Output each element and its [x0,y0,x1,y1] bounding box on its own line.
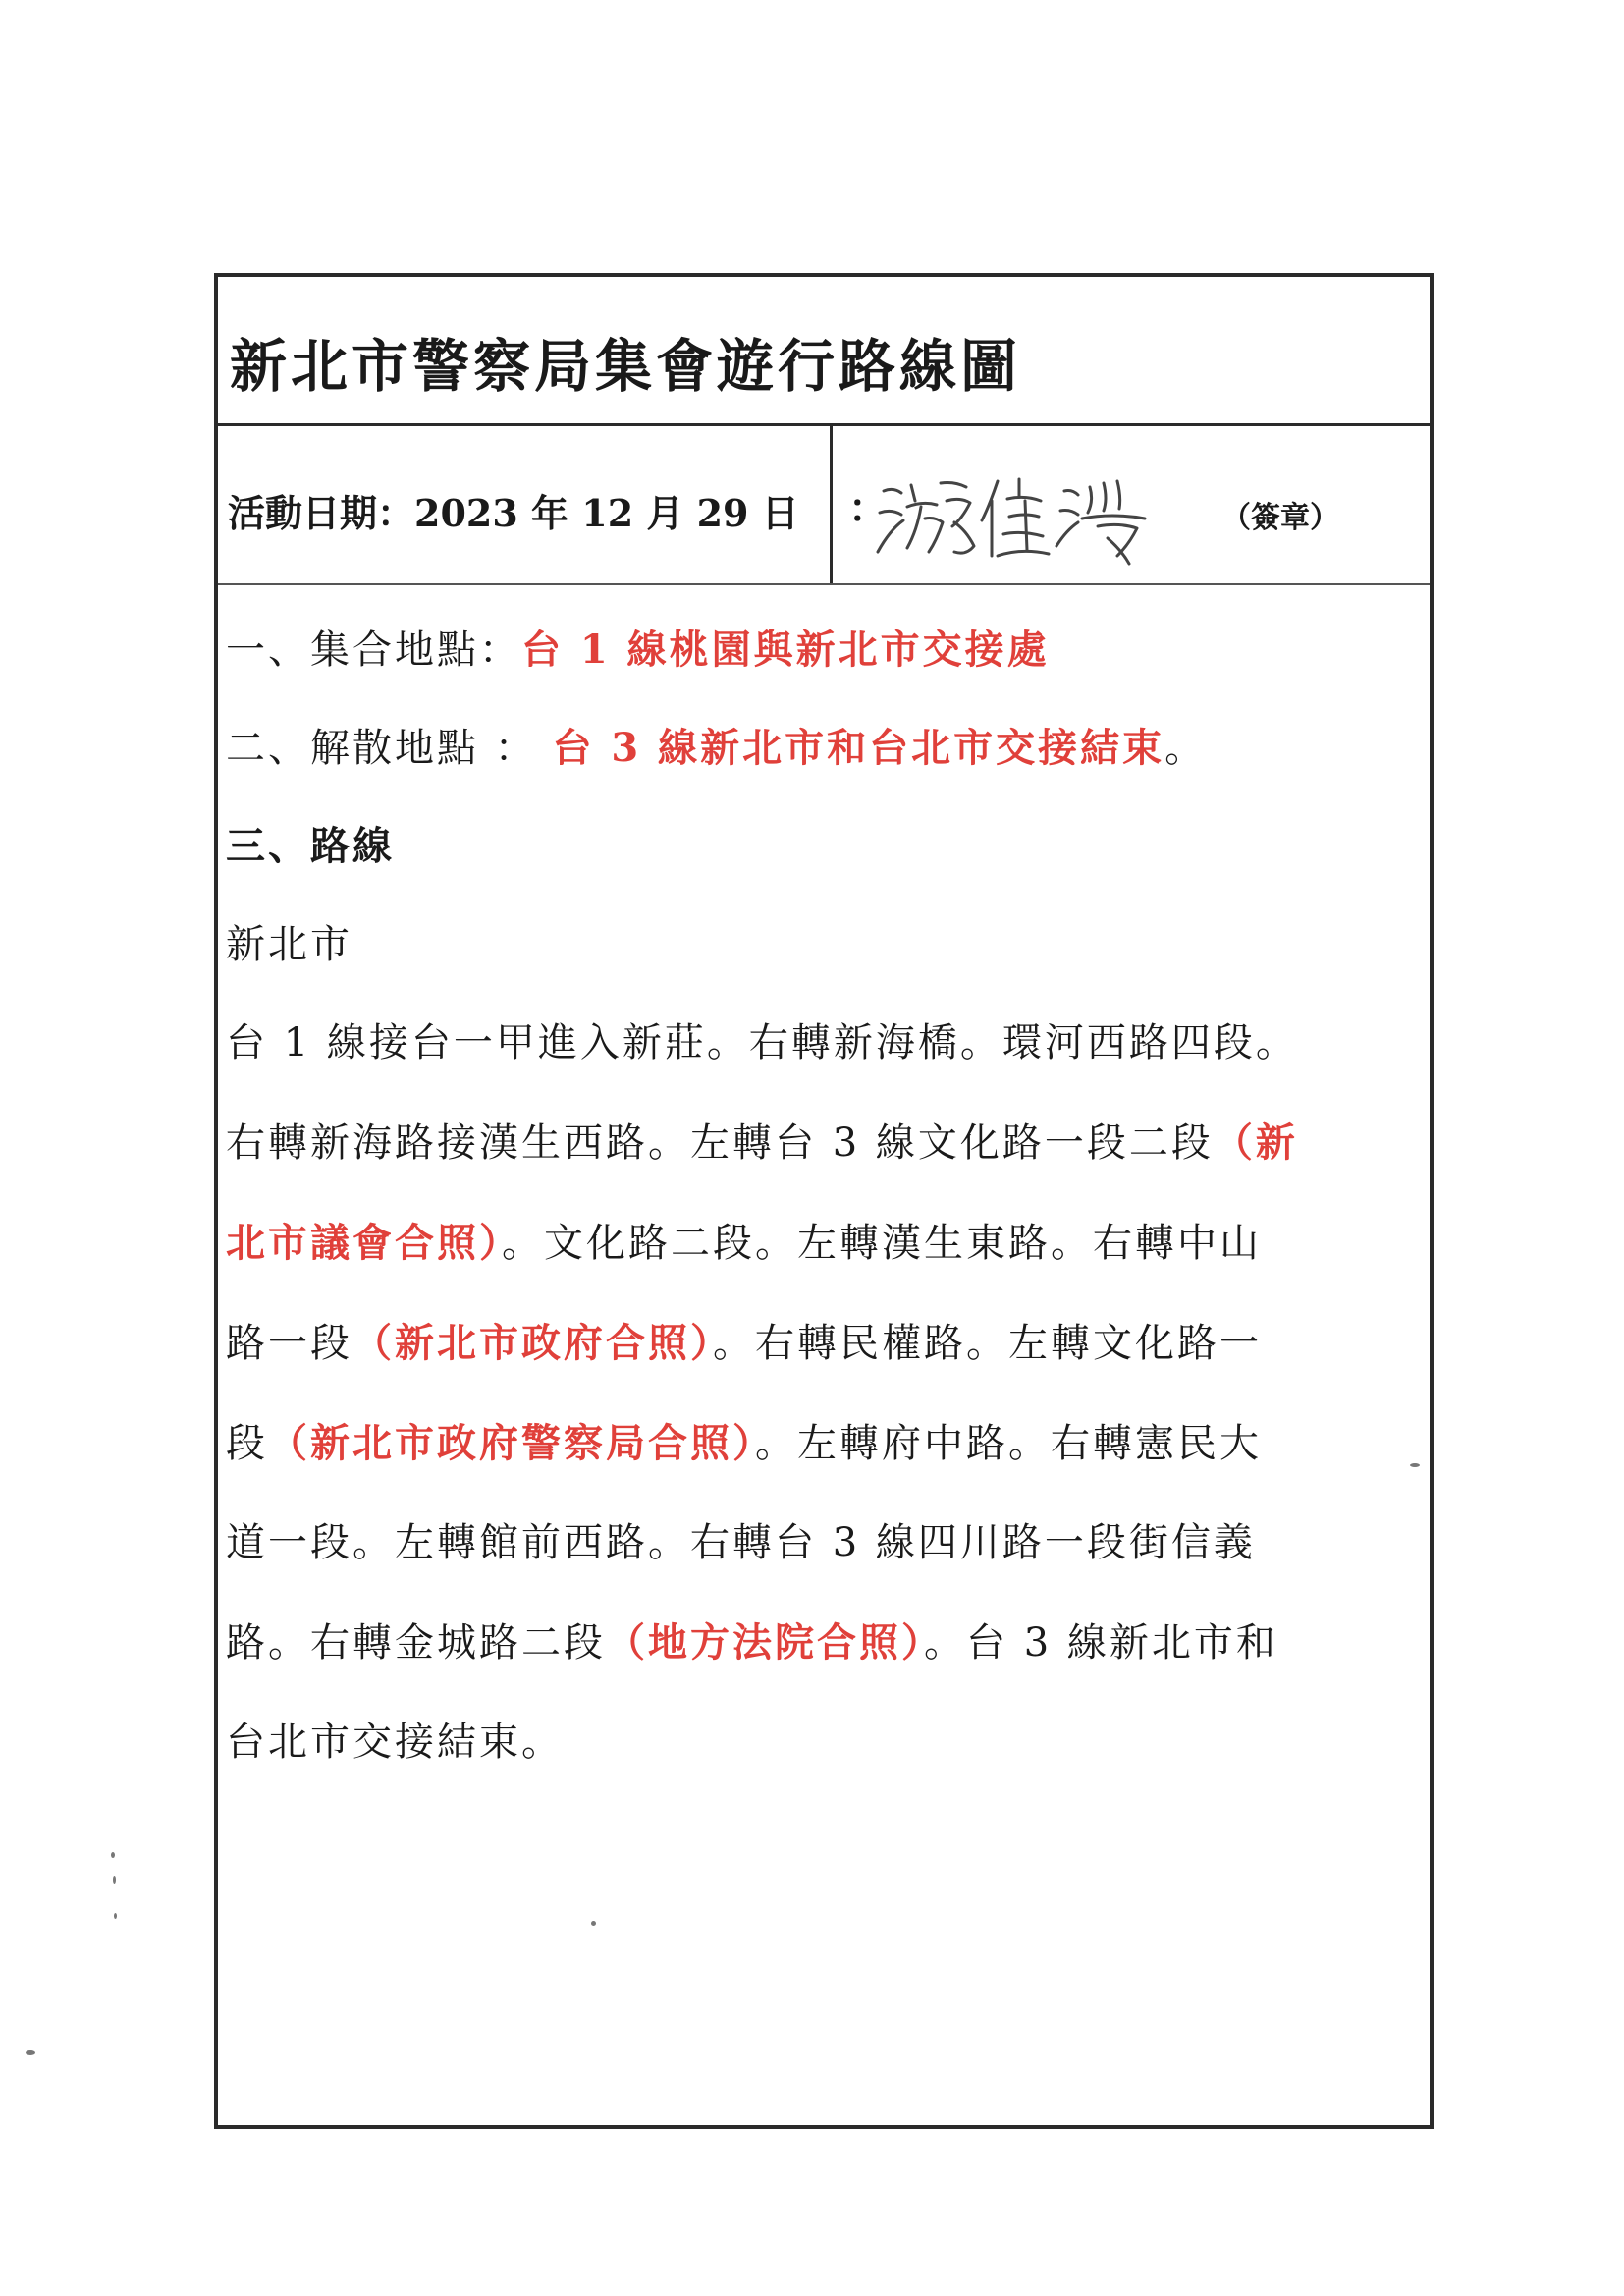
day-unit: 日 [748,491,799,535]
date-signature-row [218,426,1430,585]
route-line [226,1193,1422,1293]
scan-speck [1410,1463,1420,1467]
activity-date-day: 29 [696,491,749,535]
title-row [218,277,1430,426]
photo-stop: （新北市政府合照） [352,1320,713,1366]
signature-cell [833,426,1430,583]
scan-speck [26,2050,35,2055]
route-description [226,994,1422,1792]
route-segment: 右轉新海路接漢生西路。左轉台 3 線文化路一段二段 [226,1121,1214,1166]
handwritten-signature [872,462,1157,570]
scan-speck [113,1876,116,1884]
dispersal-value: 台 3 線新北市和台北市交接結束 [552,725,1165,771]
route-segment: 路。右轉金城路二段 [226,1620,606,1666]
dispersal-suffix: 。 [1164,726,1208,771]
route-line [226,1593,1422,1693]
photo-stop: 北市議會合照） [226,1220,502,1266]
route-form [214,273,1434,2129]
route-heading: 三、路線 [226,823,395,869]
route-segment: 。左轉府中路。右轉憲民大 [755,1421,1262,1466]
scan-speck [111,1852,115,1858]
photo-stop: （地方法院合照） [606,1619,924,1666]
route-line [226,1394,1422,1494]
activity-date-month: 12 [581,491,634,535]
scan-speck [114,1913,117,1919]
signature-colon: ： [848,485,888,531]
dispersal-label: 二、解散地點 ： [226,726,553,771]
signature-caption: （簽章） [1221,501,1339,535]
activity-date-year: 2023 [414,491,518,535]
photo-stop: （新北市政府警察局合照） [268,1420,755,1466]
route-line: 道一段。左轉館前西路。右轉台 3 線四川路一段街信義 [226,1520,1256,1565]
dispersal-location [226,699,1422,797]
photo-stop: （新 [1213,1120,1298,1166]
gathering-label: 一、集合地點： [226,628,521,673]
year-unit: 年 [517,491,582,535]
route-line: 台 1 線接台一甲進入新莊。右轉新海橋。環河西路四段。 [226,1020,1298,1066]
route-segment: 路一段 [226,1321,352,1366]
form-title: 新北市警察局集會遊行路線圖 [230,333,1022,400]
route-line: 台北市交接結束。 [226,1720,564,1765]
gathering-value: 台 1 線桃園與新北市交接處 [521,627,1050,673]
route-city: 新北市 [226,922,352,967]
route-segment: 。右轉民權路。左轉文化路一 [713,1321,1262,1366]
route-segment: 段 [226,1421,268,1466]
activity-date-cell [218,426,833,583]
form-body [226,601,1422,1792]
route-segment: 。文化路二段。左轉漢生東路。右轉中山 [502,1221,1262,1266]
route-line [226,1293,1422,1394]
route-line [226,1093,1422,1193]
activity-date [228,483,799,537]
route-segment: 。台 3 線新北市和 [924,1620,1278,1666]
month-unit: 月 [633,491,697,535]
scan-speck [591,1921,596,1926]
activity-date-label: 活動日期： [228,491,415,535]
gathering-location [226,601,1422,699]
